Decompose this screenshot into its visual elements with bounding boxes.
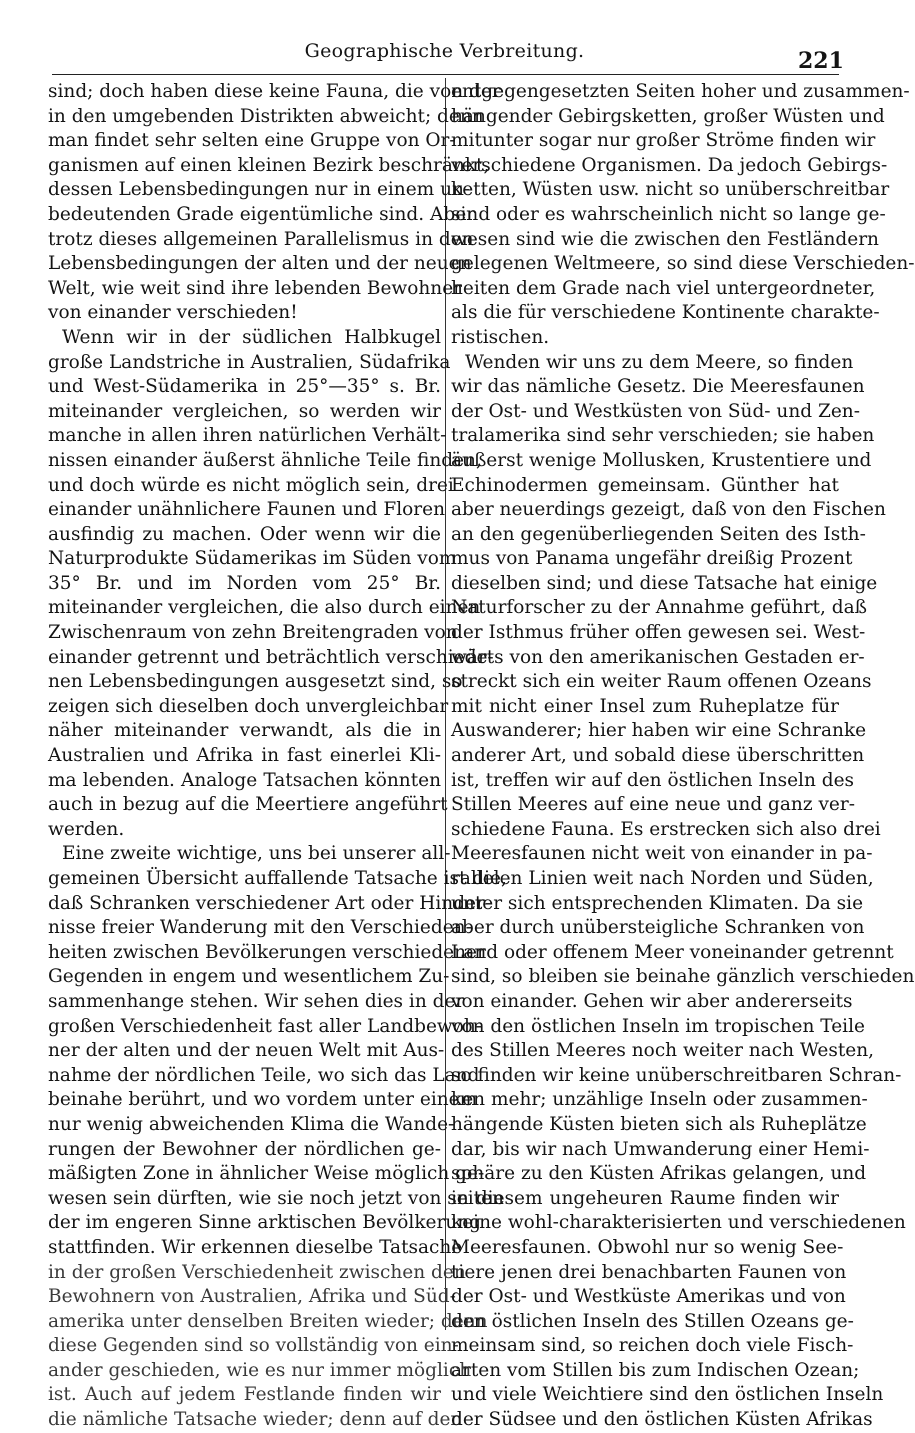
- left-column-line: manche in allen ihren natürlichen Verhält-: [48, 425, 447, 447]
- right-column-line: gelegenen Weltmeere, so sind diese Verschieden-: [451, 253, 915, 275]
- right-column-line: anderer Art, und sobald diese überschritten: [451, 745, 865, 767]
- left-column-line: trotz dieses allgemeinen Parallelismus in den: [48, 228, 474, 250]
- left-column-line: Australien und Afrika in fast einerlei Kli-: [48, 745, 441, 767]
- right-column-line: streckt sich ein weiter Raum offenen Ozeans: [451, 671, 872, 693]
- left-column-line: ausfindig zu machen. Oder wenn wir die: [48, 523, 441, 545]
- left-column-line: Bewohnern von Australien, Afrika und Süd-: [48, 1286, 456, 1308]
- right-column-line: Land oder offenem Meer voneinander getrennt: [451, 941, 894, 963]
- left-column-line: ist. Auch auf jedem Festlande finden wir: [48, 1384, 441, 1406]
- left-column-line: Naturprodukte Südamerikas im Süden vom: [48, 548, 457, 570]
- right-column-line: der Ost- und Westküste Amerikas und von: [451, 1286, 846, 1308]
- right-column-line: wärts von den amerikanischen Gestaden er-: [451, 646, 865, 668]
- left-column-line: 35° Br. und im Norden vom 25° Br.: [48, 572, 441, 594]
- left-column-line: miteinander vergleichen, die also durch einen: [48, 597, 481, 619]
- left-column-line: Eine zweite wichtige, uns bei unserer all-: [62, 843, 451, 865]
- left-column-line: der im engeren Sinne arktischen Bevölkerung: [48, 1212, 482, 1234]
- left-column-line: und doch würde es nicht möglich sein, drei: [48, 474, 454, 496]
- left-column-line: mäßigten Zone in ähnlicher Weise möglich ge-: [48, 1163, 485, 1185]
- right-column-line: Stillen Meeres auf eine neue und ganz ver-: [451, 794, 855, 816]
- right-column-line: unter sich entsprechenden Klimaten. Da sie: [451, 892, 864, 914]
- left-column-line: nisse freier Wanderung mit den Verschieden-: [48, 917, 472, 939]
- left-column-line: sammenhange stehen. Wir sehen dies in der: [48, 990, 465, 1012]
- left-column-line: nen Lebensbedingungen ausgesetzt sind, so: [48, 671, 463, 693]
- left-column-line: die nämliche Tatsache wieder; denn auf den: [48, 1409, 463, 1431]
- left-column-line: beinahe berührt, und wo vordem unter einem: [48, 1089, 478, 1111]
- left-column-line: bedeutenden Grade eigentümliche sind. Aber: [48, 203, 476, 225]
- running-header-title: Geographische Verbreitung.: [304, 40, 585, 62]
- right-column-line: mit nicht einer Insel zum Ruheplatze für: [451, 695, 839, 717]
- right-column-line: Meeresfaunen nicht weit von einander in pa-: [451, 843, 873, 865]
- right-column-line: schiedene Fauna. Es erstrecken sich also drei: [451, 818, 881, 840]
- left-column-line: heiten zwischen Bevölkerungen verschiedener: [48, 941, 486, 963]
- left-column-line: gemeinen Übersicht auffallende Tatsache ist die,: [48, 868, 507, 889]
- right-column-line: hängender Gebirgsketten, großer Wüsten und: [451, 105, 885, 127]
- left-column-line: dessen Lebensbedingungen nur in einem un-: [48, 179, 471, 201]
- left-column-line: Zwischenraum von zehn Breitengraden von: [48, 622, 458, 644]
- left-column-line: nahme der nördlichen Teile, wo sich das Land: [48, 1064, 480, 1086]
- left-column-line: ma lebenden. Analoge Tatsachen könnten: [48, 769, 441, 791]
- right-column-line: verschiedene Organismen. Da jedoch Gebirgs-: [451, 154, 888, 176]
- left-column-line: Lebensbedingungen der alten und der neuen: [48, 253, 472, 275]
- right-column-line: sind, so bleiben sie beinahe gänzlich verschieden: [451, 966, 915, 988]
- right-column-line: als die für verschiedene Kontinente charakte-: [451, 302, 880, 324]
- right-column-line: tiere jenen drei benachbarten Faunen von: [451, 1261, 847, 1283]
- right-column-line: dar, bis wir nach Umwanderung einer Hemi-: [451, 1138, 870, 1160]
- left-column-line: einander getrennt und beträchtlich verschiede-: [48, 646, 494, 668]
- right-column-line: von den östlichen Inseln im tropischen Teile: [451, 1015, 865, 1037]
- right-column-line: so finden wir keine unüberschreitbaren Schran-: [451, 1064, 902, 1086]
- right-column-line: Meeresfaunen. Obwohl nur so wenig See-: [451, 1236, 844, 1258]
- left-column-line: große Landstriche in Australien, Südafrika: [48, 351, 451, 373]
- right-column-line: Naturforscher zu der Annahme geführt, daß: [451, 597, 867, 619]
- left-column-line: miteinander vergleichen, so werden wir: [48, 400, 441, 422]
- left-column-line: wesen sein dürften, wie sie noch jetzt von seiten: [48, 1187, 504, 1209]
- right-column-line: an den gegenüberliegenden Seiten des Isth-: [451, 523, 866, 545]
- right-column-line: der Südsee und den östlichen Küsten Afrikas: [451, 1409, 873, 1431]
- right-column-line: rallelen Linien weit nach Norden und Süden,: [451, 868, 874, 889]
- right-column-line: ristischen.: [451, 326, 550, 348]
- right-column-line: wir das nämliche Gesetz. Die Meeresfaunen: [451, 376, 865, 398]
- right-column-line: entgegengesetzten Seiten hoher und zusammen-: [451, 81, 910, 102]
- right-column-line: Auswanderer; hier haben wir eine Schranke: [451, 720, 867, 742]
- right-column-line: dieselben sind; und diese Tatsache hat einige: [451, 572, 878, 594]
- left-column-line: ganismen auf einen kleinen Bezirk beschränkt,: [48, 154, 490, 176]
- left-column-line: auch in bezug auf die Meertiere angeführt: [48, 794, 448, 816]
- left-column-line: einander unähnlichere Faunen und Floren: [48, 499, 445, 521]
- right-column-line: sphäre zu den Küsten Afrikas gelangen, und: [451, 1163, 867, 1185]
- right-column-line: in diesem ungeheuren Raume finden wir: [451, 1187, 839, 1209]
- right-column-line: sind oder es wahrscheinlich nicht so lange ge-: [451, 203, 886, 225]
- right-column-line: der Ost- und Westküsten von Süd- und Zen-: [451, 400, 860, 422]
- right-column-line: mitunter sogar nur großer Ströme finden wir: [451, 130, 876, 152]
- right-column-line: ketten, Wüsten usw. nicht so unüberschreitbar: [451, 179, 890, 201]
- left-column-line: stattfinden. Wir erkennen dieselbe Tatsache: [48, 1236, 463, 1258]
- right-column-line: hängende Küsten bieten sich als Ruheplätze: [451, 1113, 867, 1135]
- page-number: 221: [798, 48, 844, 74]
- right-column-line: arten vom Stillen bis zum Indischen Ozean;: [451, 1359, 860, 1381]
- left-column-line: Wenn wir in der südlichen Halbkugel: [62, 326, 441, 348]
- right-column-line: und viele Weichtiere sind den östlichen Inseln: [451, 1384, 884, 1406]
- left-column-line: ander geschieden, wie es nur immer möglich: [48, 1359, 472, 1381]
- left-column-line: nissen einander äußerst ähnliche Teile finden,: [48, 449, 482, 471]
- left-column-line: nur wenig abweichenden Klima die Wande-: [48, 1113, 455, 1135]
- left-column-line: näher miteinander verwandt, als die in: [48, 720, 441, 742]
- right-column-line: äußerst wenige Mollusken, Krustentiere und: [451, 449, 872, 471]
- left-column-line: in den umgebenden Distrikten abweicht; denn: [48, 105, 484, 127]
- left-column-line: daß Schranken verschiedener Art oder Hinder-: [48, 892, 492, 914]
- right-column-line: meinsam sind, so reichen doch viele Fisch-: [451, 1335, 854, 1357]
- left-column-line: amerika unter denselben Breiten wieder; denn: [48, 1310, 488, 1332]
- right-column-line: ist, treffen wir auf den östlichen Inseln des: [451, 769, 855, 791]
- right-column-line: von einander. Gehen wir aber andererseits: [451, 990, 853, 1012]
- left-column-line: von einander verschieden!: [48, 302, 298, 324]
- left-column-line: zeigen sich dieselben doch unvergleichbar: [48, 695, 449, 717]
- left-column-line: werden.: [48, 818, 125, 840]
- left-column-line: Gegenden in engem und wesentlichem Zu-: [48, 966, 450, 988]
- right-column-line: heiten dem Grade nach viel untergeordneter,: [451, 277, 876, 299]
- right-column-line: aber neuerdings gezeigt, daß von den Fischen: [451, 499, 886, 521]
- left-column-line: in der großen Verschiedenheit zwischen den: [48, 1261, 466, 1283]
- right-text-column: [451, 80, 915, 1433]
- right-column-line: den östlichen Inseln des Stillen Ozeans ge-: [451, 1310, 854, 1332]
- right-column-line: mus von Panama ungefähr dreißig Prozent: [451, 548, 853, 570]
- right-column-line: keine wohl-charakterisierten und verschiedenen: [451, 1212, 906, 1234]
- left-column-line: großen Verschiedenheit fast aller Landbewoh-: [48, 1015, 483, 1037]
- left-column-line: man findet sehr selten eine Gruppe von Or-: [48, 130, 456, 152]
- right-column-line: des Stillen Meeres noch weiter nach Westen,: [451, 1040, 875, 1062]
- left-column-line: sind; doch haben diese keine Fauna, die von der: [48, 81, 501, 102]
- right-column-line: aber durch unübersteigliche Schranken von: [451, 917, 865, 939]
- right-column-line: wesen sind wie die zwischen den Festländern: [451, 228, 879, 250]
- left-column-line: rungen der Bewohner der nördlichen ge-: [48, 1138, 441, 1160]
- right-column-line: tralamerika sind sehr verschieden; sie haben: [451, 425, 875, 447]
- right-column-line: Echinodermen gemeinsam. Günther hat: [451, 474, 839, 496]
- right-column-line: der Isthmus früher offen gewesen sei. West-: [451, 622, 866, 644]
- left-column-line: diese Gegenden sind so vollständig von ein-: [48, 1335, 459, 1357]
- right-column-line: Wenden wir uns zu dem Meere, so finden: [465, 351, 854, 373]
- right-column-line: ken mehr; unzählige Inseln oder zusammen-: [451, 1089, 868, 1111]
- header-rule: [52, 74, 839, 75]
- left-column-line: Welt, wie weit sind ihre lebenden Bewohner: [48, 277, 463, 299]
- left-column-line: ner der alten und der neuen Welt mit Aus-: [48, 1040, 445, 1062]
- left-column-line: und West-Südamerika in 25°—35° s. Br.: [48, 376, 441, 398]
